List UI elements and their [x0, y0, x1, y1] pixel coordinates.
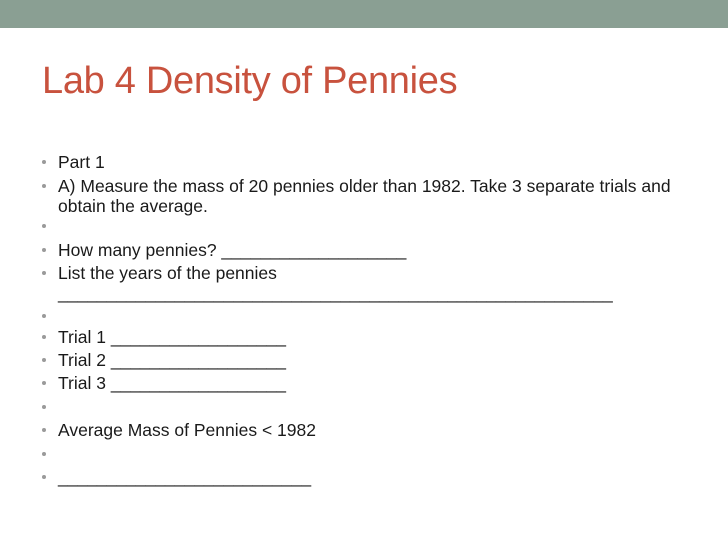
bullet-icon: [42, 452, 46, 456]
bullet-icon: [42, 314, 46, 318]
bullet-item: [58, 152, 698, 172]
bullet-icon: [42, 335, 46, 339]
years-answer-line: _________________________________________________________: [58, 283, 613, 303]
bullet-item: [58, 263, 698, 283]
bullet-item: [58, 350, 698, 370]
bullet-item: [58, 373, 698, 393]
bullet-text: Trial 1 __________________: [58, 327, 287, 347]
bullet-icon: [42, 475, 46, 479]
bullet-icon: [42, 160, 46, 164]
bullet-item: [58, 240, 698, 260]
bullet-text: Trial 2 __________________: [58, 350, 287, 370]
bullet-icon: [42, 184, 46, 188]
bullet-text: Trial 3 __________________: [58, 373, 287, 393]
bullet-item: [58, 176, 698, 216]
bullet-text: Average Mass of Pennies < 1982: [58, 420, 316, 440]
bullet-text: How many pennies? ___________________: [58, 240, 407, 260]
bullet-icon: [42, 358, 46, 362]
bullet-text: Part 1: [58, 152, 105, 172]
bullet-icon: [42, 271, 46, 275]
bullet-icon: [42, 381, 46, 385]
bullet-item: [58, 420, 698, 440]
bullet-text: List the years of the pennies: [58, 263, 277, 283]
bullet-icon: [42, 224, 46, 228]
bullet-item: [58, 327, 698, 347]
bullet-icon: [42, 428, 46, 432]
bullet-text: A) Measure the mass of 20 pennies older than 1982. Take 3 separate trials and obtain the average.: [58, 176, 671, 216]
bullet-icon: [42, 248, 46, 252]
slide-title: Lab 4 Density of Pennies: [42, 60, 458, 102]
bullet-text: __________________________: [58, 467, 312, 487]
bullet-icon: [42, 405, 46, 409]
bullet-item: [58, 467, 698, 487]
